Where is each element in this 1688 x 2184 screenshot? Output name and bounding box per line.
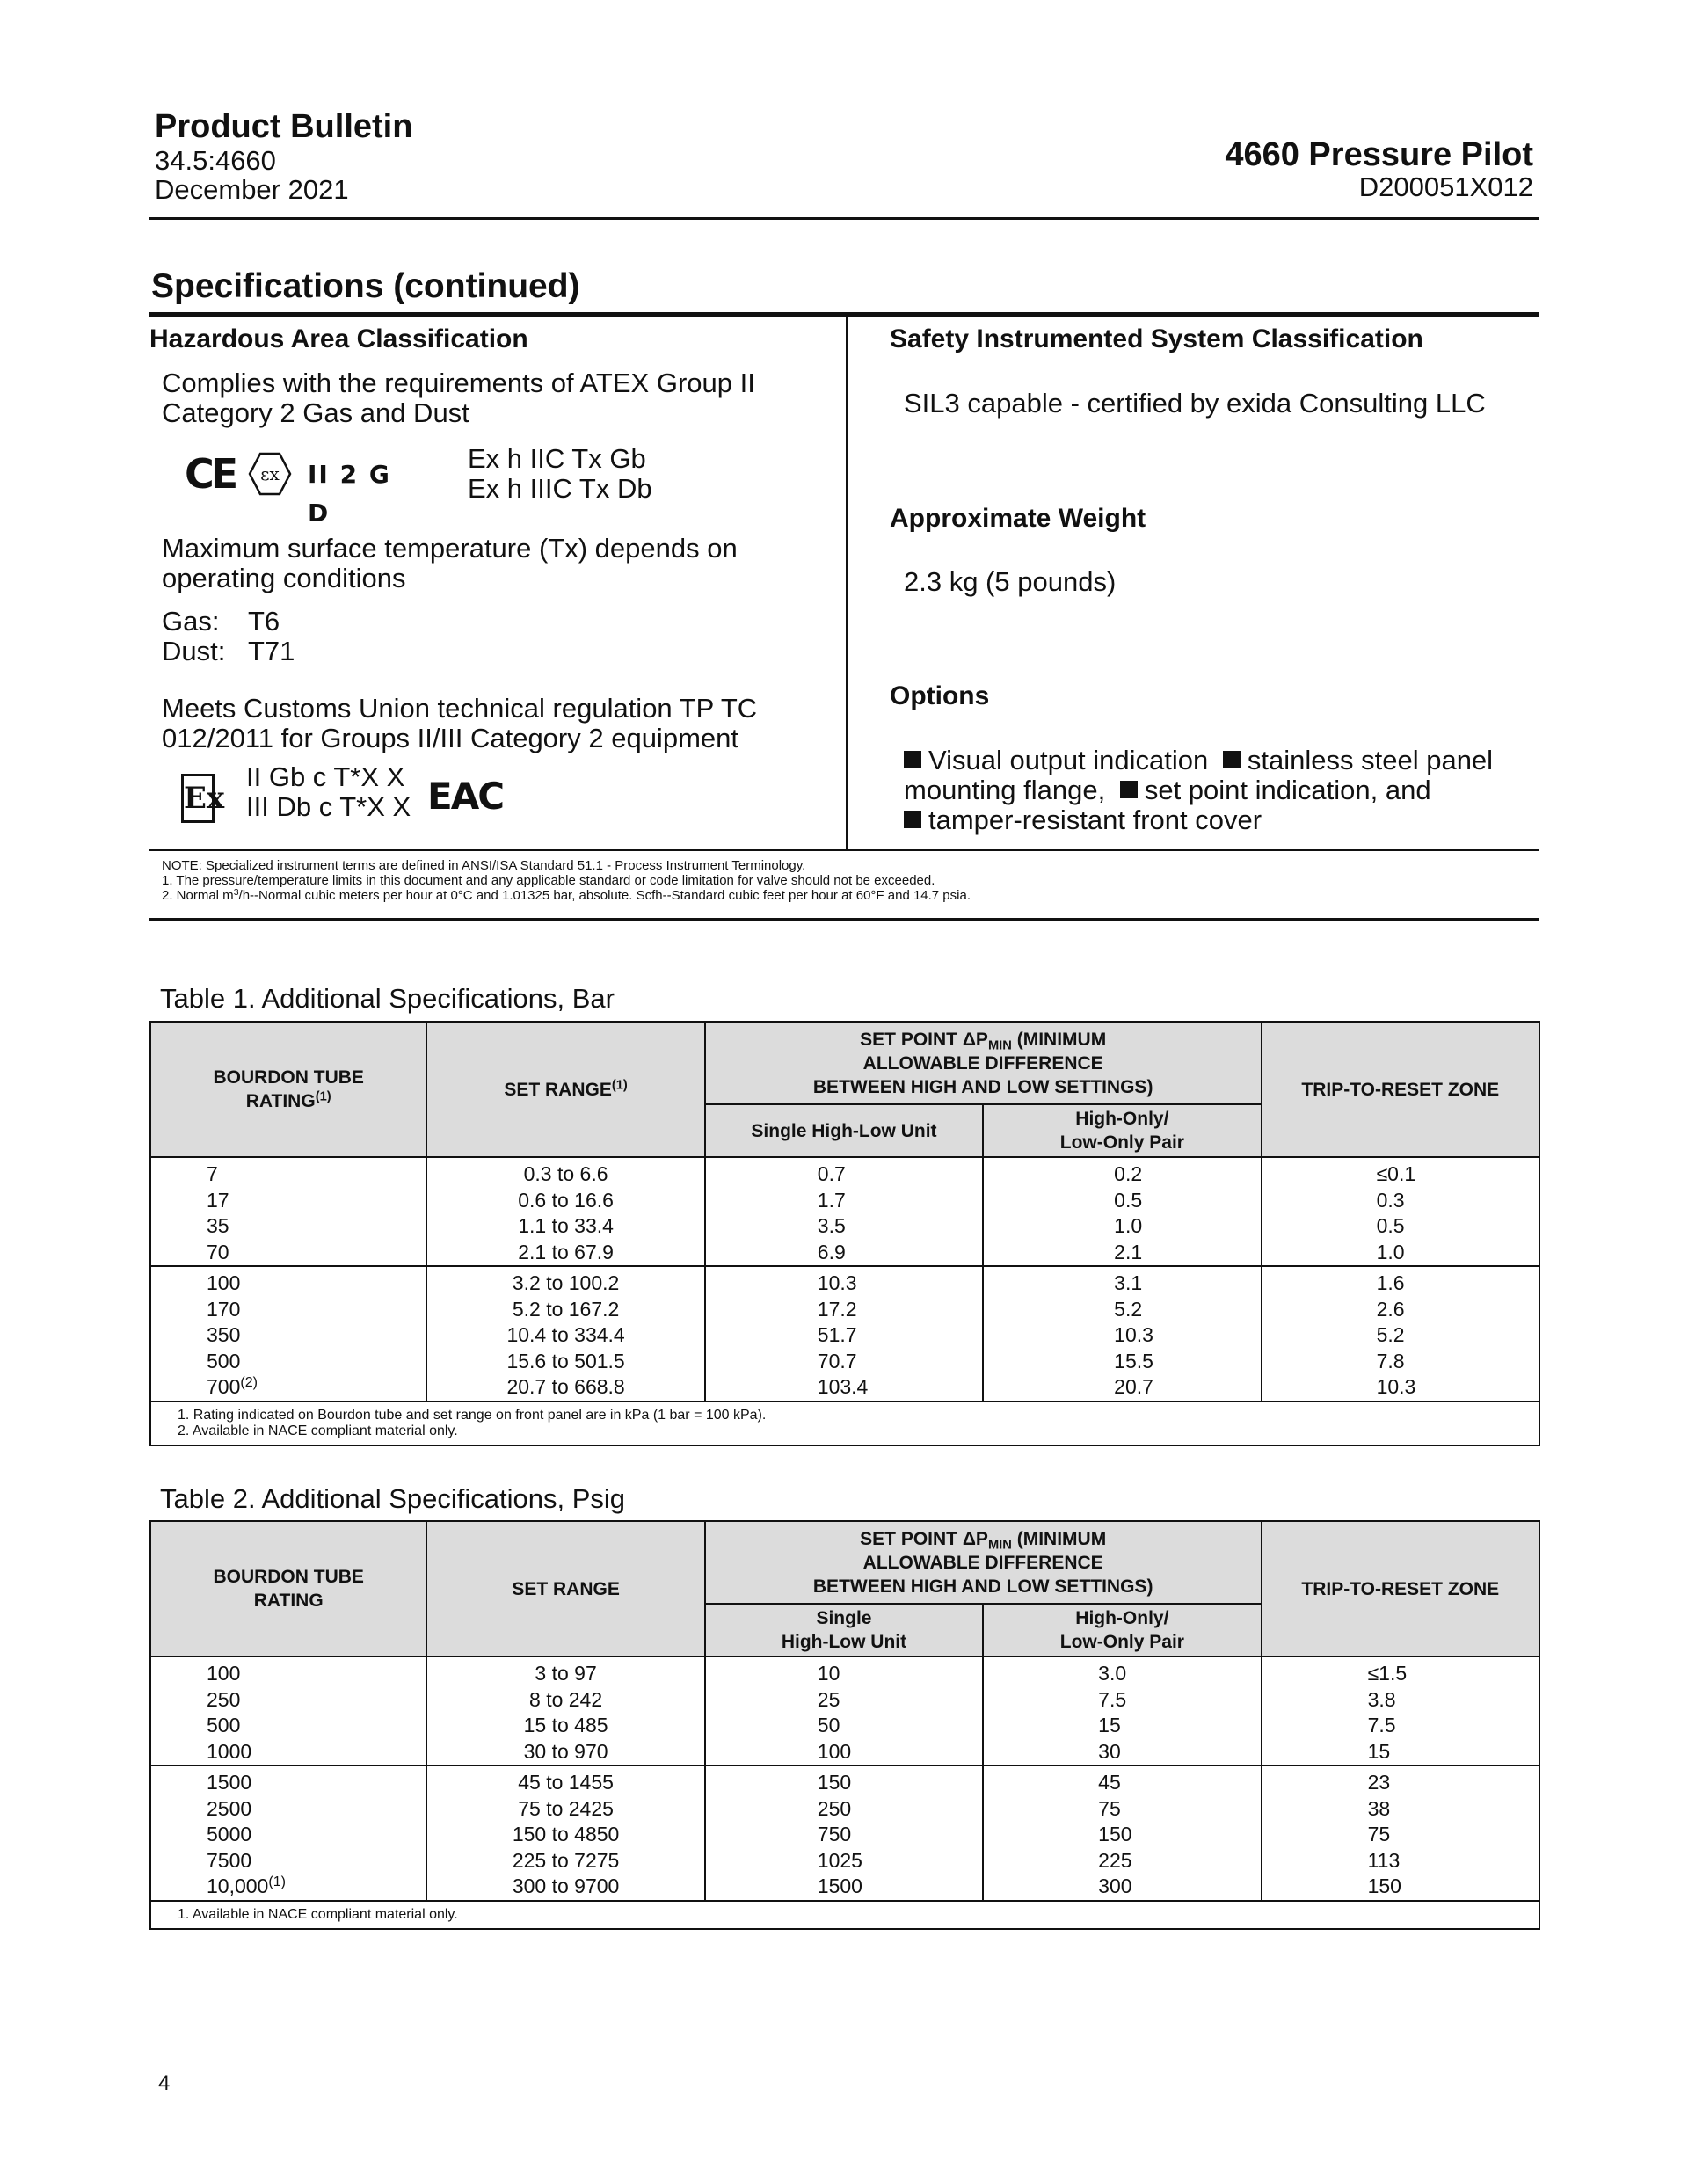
doc-code: D200051X012 (1358, 171, 1533, 202)
single-cell: 17.2 (705, 1297, 983, 1323)
pair-cell: 3.1 (983, 1266, 1261, 1297)
atex-line-2: Category 2 Gas and Dust (162, 397, 469, 428)
set-range-cell: 10.4 to 334.4 (426, 1322, 704, 1349)
pair-cell: 1.0 (983, 1213, 1261, 1240)
rating-cell: 35 (150, 1213, 426, 1240)
table2-footnote-1: 1. Available in NACE compliant material only. (178, 1906, 458, 1922)
notes-block (162, 858, 971, 903)
atex-marking-logo (185, 448, 413, 528)
specifications-title: Specifications (continued) (151, 267, 580, 305)
ex-dust-marking: Ex h IIIC Tx Db (468, 473, 652, 504)
table-row (150, 1213, 1539, 1240)
single-cell: 0.7 (705, 1157, 983, 1188)
set-range-cell: 75 to 2425 (426, 1796, 704, 1823)
notes-rule (149, 918, 1539, 921)
weight-text: 2.3 kg (5 pounds) (904, 566, 1117, 597)
table1 (149, 1021, 1540, 1446)
set-range-cell: 15 to 485 (426, 1713, 704, 1739)
rating-cell: 1500 (150, 1765, 426, 1796)
column-divider (846, 317, 848, 850)
pair-cell: 30 (983, 1739, 1261, 1766)
trip-cell: ≤1.5 (1262, 1656, 1539, 1687)
table1-header-pair: High-Only/ Low-Only Pair (983, 1104, 1261, 1157)
gas-value: T6 (248, 606, 280, 637)
sis-text: SIL3 capable - certified by exida Consulting LLC (904, 388, 1486, 419)
gas-label: Gas: (162, 606, 220, 637)
atex-group-label: II 2 G D (308, 460, 391, 528)
table1-footnote-1: 1. Rating indicated on Bourdon tube and set range on front panel are in kPa (1 bar = 100 kPa). (178, 1407, 767, 1423)
bullet-icon (904, 811, 921, 828)
table-row (150, 1349, 1539, 1375)
doc-date: December 2021 (155, 174, 349, 205)
table2-header-trip: TRIP-TO-RESET ZONE (1262, 1521, 1539, 1656)
set-range-cell: 0.6 to 16.6 (426, 1188, 704, 1214)
doc-number: 34.5:4660 (155, 145, 276, 176)
option-visual: Visual output indication (928, 745, 1209, 775)
rating-cell: 2500 (150, 1796, 426, 1823)
ce-mark-icon: CE (185, 450, 236, 498)
table1-header-set-range: SET RANGE$^{(1)}$ (426, 1022, 704, 1157)
table-row (150, 1374, 1539, 1401)
pair-cell: 150 (983, 1822, 1261, 1848)
table2-header-single: Single High-Low Unit (705, 1604, 983, 1656)
ex-box-icon: Ex (181, 774, 215, 823)
rating-cell: 17 (150, 1188, 426, 1214)
single-cell: 1500 (705, 1874, 983, 1901)
table-row (150, 1687, 1539, 1714)
single-cell: 1025 (705, 1848, 983, 1875)
trip-cell: 7.8 (1262, 1349, 1539, 1375)
rating-cell: 700$^{(2)}$ (150, 1374, 426, 1401)
rating-cell: 350 (150, 1322, 426, 1349)
rating-cell: 70 (150, 1240, 426, 1267)
set-range-cell: 3.2 to 100.2 (426, 1266, 704, 1297)
trip-cell: 10.3 (1262, 1374, 1539, 1401)
page-number: 4 (158, 2071, 171, 2095)
product-title: 4660 Pressure Pilot (1225, 136, 1533, 173)
bullet-icon (1223, 751, 1241, 768)
trip-cell: 2.6 (1262, 1297, 1539, 1323)
trip-cell: 1.0 (1262, 1240, 1539, 1267)
atex-line-1: Complies with the requirements of ATEX Group II (162, 368, 755, 398)
table-row (150, 1188, 1539, 1214)
pair-cell: 20.7 (983, 1374, 1261, 1401)
table1-header-trip: TRIP-TO-RESET ZONE (1262, 1022, 1539, 1157)
single-cell: 103.4 (705, 1374, 983, 1401)
table-row (150, 1266, 1539, 1297)
table-row (150, 1713, 1539, 1739)
set-range-cell: 30 to 970 (426, 1739, 704, 1766)
table-row (150, 1822, 1539, 1848)
customs-line-1: Meets Customs Union technical regulation TP TC (162, 693, 758, 724)
table-row (150, 1157, 1539, 1188)
options-heading: Options (890, 681, 990, 710)
table-row (150, 1322, 1539, 1349)
pair-cell: 0.5 (983, 1188, 1261, 1214)
rating-cell: 500 (150, 1713, 426, 1739)
single-cell: 50 (705, 1713, 983, 1739)
header-rule (149, 217, 1539, 220)
set-range-cell: 2.1 to 67.9 (426, 1240, 704, 1267)
trip-cell: 38 (1262, 1796, 1539, 1823)
single-cell: 750 (705, 1822, 983, 1848)
single-cell: 100 (705, 1739, 983, 1766)
options-line-2 (904, 775, 1431, 805)
tr-marking-1: II Gb c T*X X (246, 761, 405, 792)
trip-cell: 0.3 (1262, 1188, 1539, 1214)
pair-cell: 0.2 (983, 1157, 1261, 1188)
temperature-line-1: Maximum surface temperature (Tx) depends on (162, 533, 738, 564)
table-row (150, 1240, 1539, 1267)
pair-cell: 45 (983, 1765, 1261, 1796)
table1-title: Table 1. Additional Specifications, Bar (160, 983, 615, 1014)
sis-heading: Safety Instrumented System Classification (890, 324, 1423, 353)
trip-cell: 5.2 (1262, 1322, 1539, 1349)
specifications-rule (149, 312, 1539, 317)
rating-cell: 7 (150, 1157, 426, 1188)
rating-cell: 250 (150, 1687, 426, 1714)
rating-cell: 500 (150, 1349, 426, 1375)
table-row (150, 1796, 1539, 1823)
note-terminology: NOTE: Specialized instrument terms are defined in ANSI/ISA Standard 51.1 - Process Instrument Terminology. (162, 858, 806, 873)
option-stainless-a: stainless steel panel (1247, 745, 1494, 775)
trip-cell: 1.6 (1262, 1266, 1539, 1297)
table-row (150, 1739, 1539, 1766)
hazardous-heading: Hazardous Area Classification (149, 324, 528, 353)
pair-cell: 15 (983, 1713, 1261, 1739)
rating-cell: 170 (150, 1297, 426, 1323)
ex-gas-marking: Ex h IIC Tx Gb (468, 443, 646, 474)
ex-hexagon-icon (248, 452, 292, 496)
table2-footnotes (150, 1901, 1539, 1929)
table-row (150, 1874, 1539, 1901)
single-cell: 1.7 (705, 1188, 983, 1214)
pair-cell: 15.5 (983, 1349, 1261, 1375)
rating-cell: 10,000$^{(1)}$ (150, 1874, 426, 1901)
bullet-icon (904, 751, 921, 768)
single-cell: 3.5 (705, 1213, 983, 1240)
trip-cell: ≤0.1 (1262, 1157, 1539, 1188)
set-range-cell: 300 to 9700 (426, 1874, 704, 1901)
trip-cell: 23 (1262, 1765, 1539, 1796)
pair-cell: 3.0 (983, 1656, 1261, 1687)
rating-cell: 100 (150, 1656, 426, 1687)
table1-header-set-point: SET POINT $\Delta P_{MIN}$ (MINIMUM ALLOWABLE DIFFERENCE BETWEEN HIGH AND LOW SETTINGS) (705, 1022, 1262, 1104)
options-line-3 (904, 804, 1262, 835)
single-cell: 150 (705, 1765, 983, 1796)
set-range-cell: 225 to 7275 (426, 1848, 704, 1875)
table2-title: Table 2. Additional Specifications, Psig (160, 1483, 626, 1514)
pair-cell: 5.2 (983, 1297, 1261, 1323)
option-stainless-b: mounting flange, (904, 775, 1106, 805)
pair-cell: 7.5 (983, 1687, 1261, 1714)
table2 (149, 1520, 1540, 1930)
pair-cell: 10.3 (983, 1322, 1261, 1349)
table1-footnotes (150, 1401, 1539, 1445)
trip-cell: 15 (1262, 1739, 1539, 1766)
single-cell: 51.7 (705, 1322, 983, 1349)
trip-cell: 3.8 (1262, 1687, 1539, 1714)
pair-cell: 225 (983, 1848, 1261, 1875)
rating-cell: 1000 (150, 1739, 426, 1766)
pair-cell: 300 (983, 1874, 1261, 1901)
table2-header-rating: BOURDON TUBE RATING (150, 1521, 426, 1656)
set-range-cell: 0.3 to 6.6 (426, 1157, 704, 1188)
single-cell: 250 (705, 1796, 983, 1823)
trip-cell: 113 (1262, 1848, 1539, 1875)
trip-cell: 0.5 (1262, 1213, 1539, 1240)
single-cell: 6.9 (705, 1240, 983, 1267)
note-1: 1. The pressure/temperature limits in this document and any applicable standard or code limitation for valve should not be exceeded. (162, 873, 935, 888)
rating-cell: 7500 (150, 1848, 426, 1875)
set-range-cell: 8 to 242 (426, 1687, 704, 1714)
ex-hexagon-label: εx (260, 463, 280, 484)
rating-cell: 100 (150, 1266, 426, 1297)
weight-heading: Approximate Weight (890, 504, 1146, 533)
bulletin-title: Product Bulletin (155, 108, 413, 145)
single-cell: 25 (705, 1687, 983, 1714)
rating-cell: 5000 (150, 1822, 426, 1848)
trip-cell: 7.5 (1262, 1713, 1539, 1739)
table1-header-single: Single High-Low Unit (705, 1104, 983, 1157)
table1-header-rating: BOURDON TUBE RATING$^{(1)}$ (150, 1022, 426, 1157)
options-line-1 (904, 745, 1493, 775)
pair-cell: 2.1 (983, 1240, 1261, 1267)
table2-header-pair: High-Only/ Low-Only Pair (983, 1604, 1261, 1656)
table-row (150, 1656, 1539, 1687)
set-range-cell: 45 to 1455 (426, 1765, 704, 1796)
set-range-cell: 20.7 to 668.8 (426, 1374, 704, 1401)
dust-label: Dust: (162, 636, 226, 666)
single-cell: 10.3 (705, 1266, 983, 1297)
trip-cell: 150 (1262, 1874, 1539, 1901)
spec-bottom-rule (149, 849, 1539, 851)
table2-header-set-point: SET POINT $\Delta P_{MIN}$ (MINIMUM ALLOWABLE DIFFERENCE BETWEEN HIGH AND LOW SETTINGS) (705, 1521, 1262, 1604)
trip-cell: 75 (1262, 1822, 1539, 1848)
temperature-line-2: operating conditions (162, 563, 406, 593)
single-cell: 10 (705, 1656, 983, 1687)
tr-marking-2: III Db c T*X X (246, 791, 411, 822)
bullet-icon (1120, 781, 1138, 798)
dust-value: T71 (248, 636, 295, 666)
set-range-cell: 5.2 to 167.2 (426, 1297, 704, 1323)
single-cell: 70.7 (705, 1349, 983, 1375)
table2-header-set-range: SET RANGE (426, 1521, 704, 1656)
option-set-point: set point indication, and (1144, 775, 1431, 805)
customs-line-2: 012/2011 for Groups II/III Category 2 equipment (162, 723, 738, 753)
set-range-cell: 150 to 4850 (426, 1822, 704, 1848)
table-row (150, 1848, 1539, 1875)
eac-mark-icon: EAC (427, 775, 504, 818)
table-row (150, 1297, 1539, 1323)
set-range-cell: 3 to 97 (426, 1656, 704, 1687)
set-range-cell: 1.1 to 33.4 (426, 1213, 704, 1240)
pair-cell: 75 (983, 1796, 1261, 1823)
option-tamper: tamper-resistant front cover (928, 804, 1262, 835)
table1-footnote-2: 2. Available in NACE compliant material only. (178, 1423, 458, 1438)
note-2: 2. Normal $m^3/h-$-Normal cubic meters per hour at 0°C and 1.01325 bar, absolute. Scfh--Standard cubic feet per hour at 60°F and 14.7 psia. (162, 886, 971, 903)
set-range-cell: 15.6 to 501.5 (426, 1349, 704, 1375)
table-row (150, 1765, 1539, 1796)
